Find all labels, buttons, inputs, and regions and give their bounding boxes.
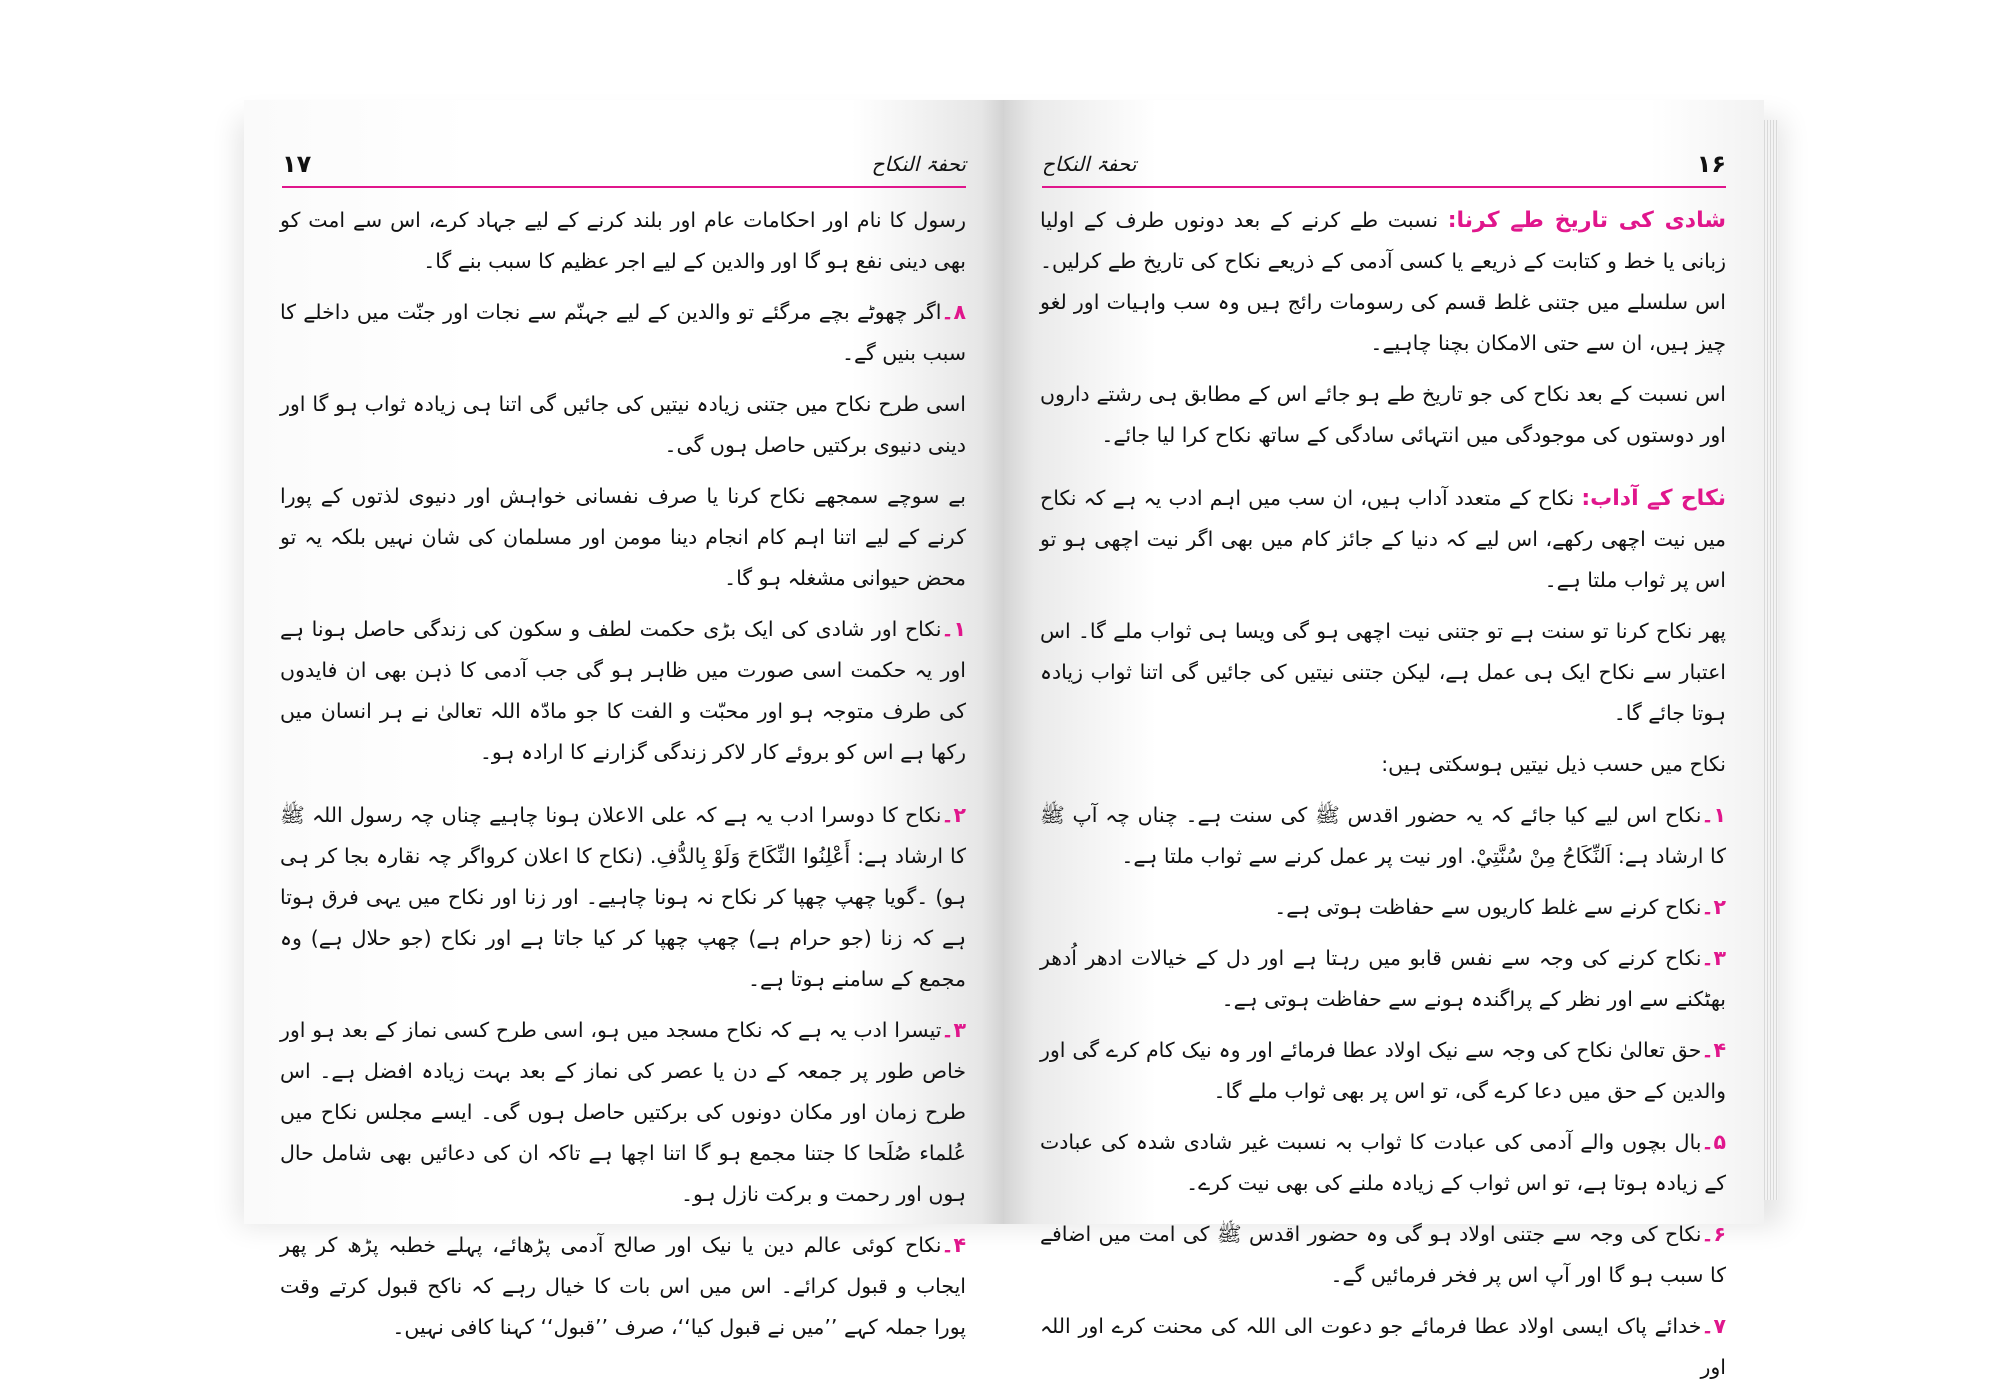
list-item: ۲۔نکاح کرنے سے غلط کاریوں سے حفاظت ہوتی ہے۔ [1274, 895, 1726, 919]
running-title: تحفۃ النکاح [871, 152, 966, 176]
running-title: تحفۃ النکاح [1042, 152, 1137, 176]
page-edges [1764, 120, 1778, 1200]
list-item: ۱۔نکاح اس لیے کیا جائے کہ یہ حضور اقدس ﷺ کی سنت ہے۔ چناں چہ آپ ﷺ کا ارشاد ہے: اَلنِّكَاحُ مِنْ سُنَّتِيْ. اور نیت پر عمل کرنے سے ثواب ملتا ہے۔ [1040, 803, 1726, 868]
right-page [1004, 100, 1764, 1379]
paragraph: اس نسبت کے بعد نکاح کی جو تاریخ طے ہو جائے اس کے مطابق ہی رشتے داروں اور دوستوں کی موجودگی میں انتہائی سادگی کے ساتھ نکاح کرا لیا جائے۔ [1040, 382, 1726, 447]
paragraph: ۴۔نکاح کوئی عالم دین یا نیک اور صالح آدمی پڑھائے، پہلے خطبہ پڑھ کر پھر ایجاب و قبول کرائے۔ اس میں اس بات کا خیال رہے کہ ناکح قبول کرتے وقت پورا جملہ کہے ’’میں نے قبول کیا‘‘، صرف ’’قبول‘‘ کہنا کافی نہیں۔ [280, 1233, 966, 1339]
paragraph: بے سوچے سمجھے نکاح کرنا یا صرف نفسانی خواہش اور دنیوی لذتوں کے پورا کرنے کے لیے اتنا اہم کام انجام دینا مومن اور مسلمان کی شان نہیں بلکہ یہ تو محض حیوانی مشغلہ ہو گا۔ [280, 484, 966, 590]
paragraph: ۸۔اگر چھوٹے بچے مرگئے تو والدین کے لیے جہنّم سے نجات اور جنّت میں داخلے کا سبب بنیں گے۔ [280, 300, 966, 365]
paragraph: رسول کا نام اور احکامات عام اور بلند کرنے کے لیے جہاد کرے، اس سے امت کو بھی دینی نفع ہو گا اور والدین کے لیے اجر عظیم کا سبب بنے گا۔ [280, 208, 966, 273]
section-paragraph: نکاح کے آداب: نکاح کے متعدد آداب ہیں، ان سب میں اہم ادب یہ ہے کہ نکاح میں نیت اچھی رکھے، اس لیے کہ دنیا کے جائز کام میں بھی اگر نیت اچھی ہو تو اس پر ثواب ملتا ہے۔ [1040, 486, 1726, 592]
section-paragraph: شادی کی تاریخ طے کرنا: نسبت طے کرنے کے بعد دونوں طرف کے اولیا زبانی یا خط و کتابت کے ذریعے یا کسی آدمی کے ذریعے نکاح کی تاریخ طے کرلیں۔ اس سلسلے میں جتنی غلط قسم کی رسومات رائج ہیں وہ سب واہیات اور لغو چیز ہیں، ان سے حتی الامکان بچنا چاہیے۔ [1040, 208, 1726, 355]
paragraph: نکاح میں حسب ذیل نیتیں ہوسکتی ہیں: [1381, 752, 1726, 776]
paragraph: پھر نکاح کرنا تو سنت ہے تو جتنی نیت اچھی ہو گی ویسا ہی ثواب ملے گا۔ اس اعتبار سے نکاح ایک ہی عمل ہے، لیکن جتنی نیتیں کی جائیں گی اتنا ثواب زیادہ ہوتا جائے گا۔ [1040, 619, 1726, 725]
section-heading: شادی کی تاریخ طے کرنا: [1447, 208, 1726, 233]
paragraph: ۱۔نکاح اور شادی کی ایک بڑی حکمت لطف و سکون کی زندگی حاصل ہونا ہے اور یہ حکمت اسی صورت میں ظاہر ہو گی جب آدمی کا ذہن بھی ان فایدوں کی طرف متوجہ ہو اور محبّت و الفت کا جو مادّہ اللہ تعالیٰ نے ہر انسان میں رکھا ہے اس کو بروئے کار لاکر زندگی گزارنے کا ارادہ ہو۔ [280, 617, 966, 764]
left-page-body [280, 200, 966, 1339]
right-page-body [1040, 200, 1726, 1379]
left-page [244, 100, 1004, 1339]
page-number: ۱۷ [282, 150, 312, 178]
paragraph: ۲۔نکاح کا دوسرا ادب یہ ہے کہ علی الاعلان ہونا چاہیے چناں چہ رسول اللہ ﷺ کا ارشاد ہے: أَعْلِنُوا النِّكَاحَ وَلَوْ بِالدُّفِ. (نکاح کا اعلان کرواگر چہ نقارہ بجا کر ہی ہو) ۔گویا چھپ چھپا کر نکاح نہ ہونا چاہیے۔ اور زنا اور نکاح میں یہی فرق ہوتا ہے کہ زنا (جو حرام ہے) چھپ چھپا کر کیا جاتا ہے اور نکاح (جو حلال ہے) وہ مجمع کے سامنے ہوتا ہے۔ [280, 803, 966, 991]
list-item: ۳۔نکاح کرنے کی وجہ سے نفس قابو میں رہتا ہے اور دل کے خیالات ادھر اُدھر بھٹکنے سے اور نظر کے پراگندہ ہونے سے حفاظت ہوتی ہے۔ [1040, 946, 1726, 1011]
section-heading: نکاح کے آداب: [1581, 486, 1726, 511]
page-number: ۱۶ [1696, 150, 1726, 178]
list-item: ۷۔خدائے پاک ایسی اولاد عطا فرمائے جو دعوت الی اللہ کی محنت کرے اور اللہ اور [1040, 1314, 1726, 1379]
list-item: ۶۔نکاح کی وجہ سے جتنی اولاد ہو گی وہ حضور اقدس ﷺ کی امت میں اضافے کا سبب ہو گا اور آپ اس پر فخر فرمائیں گے۔ [1040, 1222, 1726, 1287]
list-item: ۴۔حق تعالیٰ نکاح کی وجہ سے نیک اولاد عطا فرمائے اور وہ نیک کام کرے گی اور والدین کے حق میں دعا کرے گی، تو اس پر بھی ثواب ملے گا۔ [1040, 1038, 1726, 1103]
left-page-header [282, 150, 966, 188]
paragraph: ۳۔تیسرا ادب یہ ہے کہ نکاح مسجد میں ہو، اسی طرح کسی نماز کے بعد ہو اور خاص طور پر جمعہ کے دن یا عصر کی نماز کے بعد بہت زیادہ افضل ہے۔ اس طرح زمان اور مکان دونوں کی برکتیں حاصل ہوں گی۔ ایسے مجلس نکاح میں عُلماء صُلَحا کا جتنا مجمع ہو گا اتنا اچھا ہے تاکہ ان کی دعائیں بھی شامل حال ہوں اور رحمت و برکت نازل ہو۔ [280, 1018, 966, 1206]
list-item: ۵۔بال بچوں والے آدمی کی عبادت کا ثواب بہ نسبت غیر شادی شدہ کی عبادت کے زیادہ ہوتا ہے، تو اس ثواب کے زیادہ ملنے کی بھی نیت کرے۔ [1040, 1130, 1726, 1195]
right-page-header [1042, 150, 1726, 188]
paragraph: اسی طرح نکاح میں جتنی زیادہ نیتیں کی جائیں گی اتنا ہی زیادہ ثواب ہو گا اور دینی دنیوی برکتیں حاصل ہوں گی۔ [280, 392, 966, 457]
